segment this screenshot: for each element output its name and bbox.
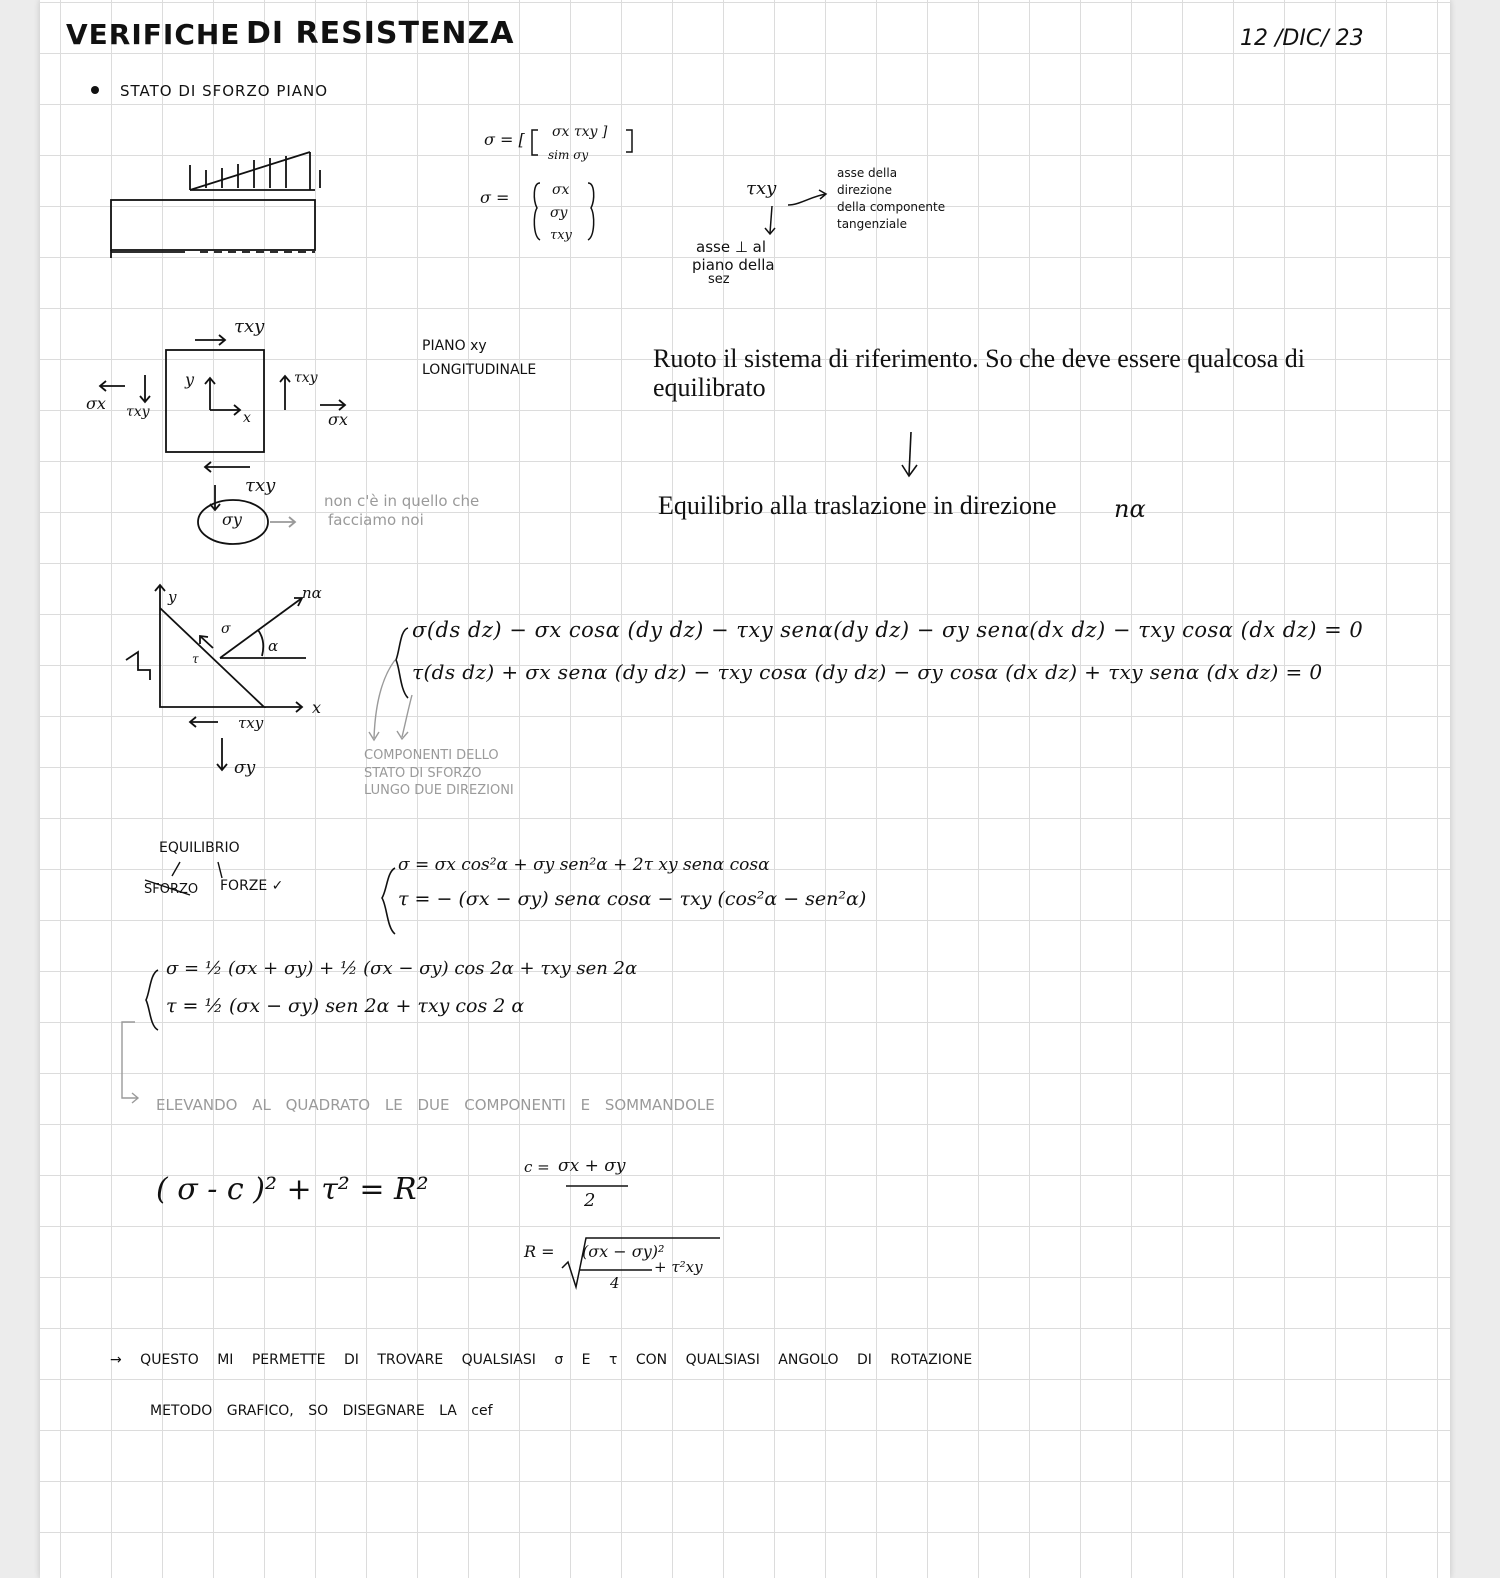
equation-1a: σ(ds dz) − σx cosα (dy dz) − τxy senα(dy dz) − σy senα(dx dz) − τxy cosα (dx dz) = 0 (412, 618, 1364, 642)
element-sigma-bottom: σy (222, 510, 242, 529)
typed-line-1: Ruoto il sistema di riferimento. So che deve essere qualcosa di (653, 344, 1305, 373)
section-label: STATO DI SFORZO PIANO (120, 82, 329, 100)
page-date: 12 /DIC/ 23 (1240, 26, 1364, 51)
load-slope (190, 152, 310, 190)
equation-3a: σ = ½ (σx + σy) + ½ (σx − σy) cos 2α + τxy sen 2α (166, 958, 638, 979)
diagram-layer (40, 0, 1450, 1578)
element-sigma-right: σx (328, 410, 348, 429)
tau-left-note-line: asse ⊥ al (696, 238, 767, 256)
triangle-sigma-bottom: σy (234, 758, 256, 778)
element-tau-right: τxy (294, 370, 318, 386)
tau-right-note-line: direzione (837, 183, 892, 197)
triangle-alpha: α (268, 637, 279, 655)
triangle-n: nα (302, 584, 322, 602)
equation-2a: σ = σx cos²α + σy sen²α + 2τ xy senα cosα (398, 855, 770, 875)
circle-equation: ( σ - c )² + τ² = R² (156, 1172, 429, 1207)
plane-note-2: LONGITUDINALE (422, 362, 537, 378)
matrix-row2: sim σy (548, 148, 589, 162)
element-y-label: y (185, 370, 195, 389)
c-denominator: 2 (584, 1190, 596, 1211)
footer-line-1: → QUESTO MI PERMETTE DI TROVARE QUALSIASI σ E τ CON QUALSIASI ANGOLO DI ROTAZIONE (110, 1352, 973, 1368)
triangle-o: σ (221, 621, 231, 637)
equilibrio-crossed: SFORZO (144, 882, 199, 897)
grey-components-1: COMPONENTI DELLO (364, 748, 499, 763)
c-numerator: σx + σy (558, 1156, 626, 1176)
beam-rect (111, 200, 315, 250)
element-tau-top: τxy (234, 316, 265, 337)
grey-components-3: LUNGO DUE DIREZIONI (364, 783, 514, 798)
matrix-brackets (532, 130, 632, 240)
triangle-y: y (168, 588, 177, 606)
triangle-x: x (312, 698, 322, 717)
matrix-sigma: σ = [ (484, 130, 525, 149)
triangle-tau: τ (192, 652, 199, 666)
tau-left-note-line: piano della (692, 256, 775, 274)
c-label: c = (524, 1158, 550, 1176)
element-x-label: x (243, 410, 251, 426)
equation-1b: τ(ds dz) + σx senα (dy dz) − τxy cosα (dy dz) − σy cosα (dx dz) + τxy senα (dx dz) = 0 (412, 660, 1323, 684)
equation-3b: τ = ½ (σx − σy) sen 2α + τxy cos 2 α (166, 995, 525, 1017)
tau-symbol: τxy (746, 178, 777, 199)
footer-line-2: METODO GRAFICO, SO DISEGNARE LA cef (150, 1403, 493, 1419)
equilibrio-label: EQUILIBRIO (159, 840, 240, 856)
element-tau-bottom: τxy (245, 475, 276, 496)
page-title-right: DI RESISTENZA (246, 16, 515, 51)
triangle-tau-bottom: τxy (238, 714, 264, 732)
grey-note-2: facciamo noi (328, 511, 424, 529)
vector-sigma: σ = (480, 188, 510, 207)
typed-line-2: equilibrato (653, 373, 766, 402)
tau-right-note-line: asse della (837, 166, 898, 180)
vector-v2: σy (550, 205, 568, 221)
notebook-page (40, 0, 1450, 1578)
element-tau-left: τxy (126, 404, 150, 420)
r-plus-tau: + τ²xy (654, 1258, 703, 1276)
grey-note-1: non c'è in quello che (324, 492, 480, 510)
tau-right-note-line: tangenziale (837, 217, 907, 231)
r-denominator: 4 (610, 1274, 620, 1292)
page-title-left: VERIFICHE (66, 18, 241, 51)
vector-v3: τxy (550, 228, 572, 243)
triangle-diagram (126, 585, 306, 770)
equilibrio-ok: FORZE ✓ (220, 878, 284, 894)
r-label: R = (524, 1242, 555, 1261)
plane-note-1: PIANO xy (422, 338, 487, 354)
tau-left-note-line: sez (708, 272, 730, 287)
typed-line-3: Equilibrio alla traslazione in direzione (658, 491, 1057, 520)
grey-squaring-note: ELEVANDO AL QUADRATO LE DUE COMPONENTI E SOMMANDOLE (156, 1096, 715, 1114)
element-square (166, 350, 264, 452)
typed-n-alpha: nα (1114, 495, 1146, 523)
equation-2b: τ = − (σx − σy) senα cosα − τxy (cos²α − sen²α) (398, 888, 867, 910)
element-sigma-left: σx (86, 394, 106, 413)
down-arrow (902, 432, 917, 476)
vector-v1: σx (552, 182, 570, 198)
beam-diagram (111, 152, 320, 258)
r-numerator: (σx − σy)² (582, 1242, 665, 1261)
matrix-row1: σx τxy ] (552, 124, 608, 140)
grey-components-2: STATO DI SFORZO (364, 766, 482, 781)
tau-right-note-line: della componente (837, 200, 946, 214)
